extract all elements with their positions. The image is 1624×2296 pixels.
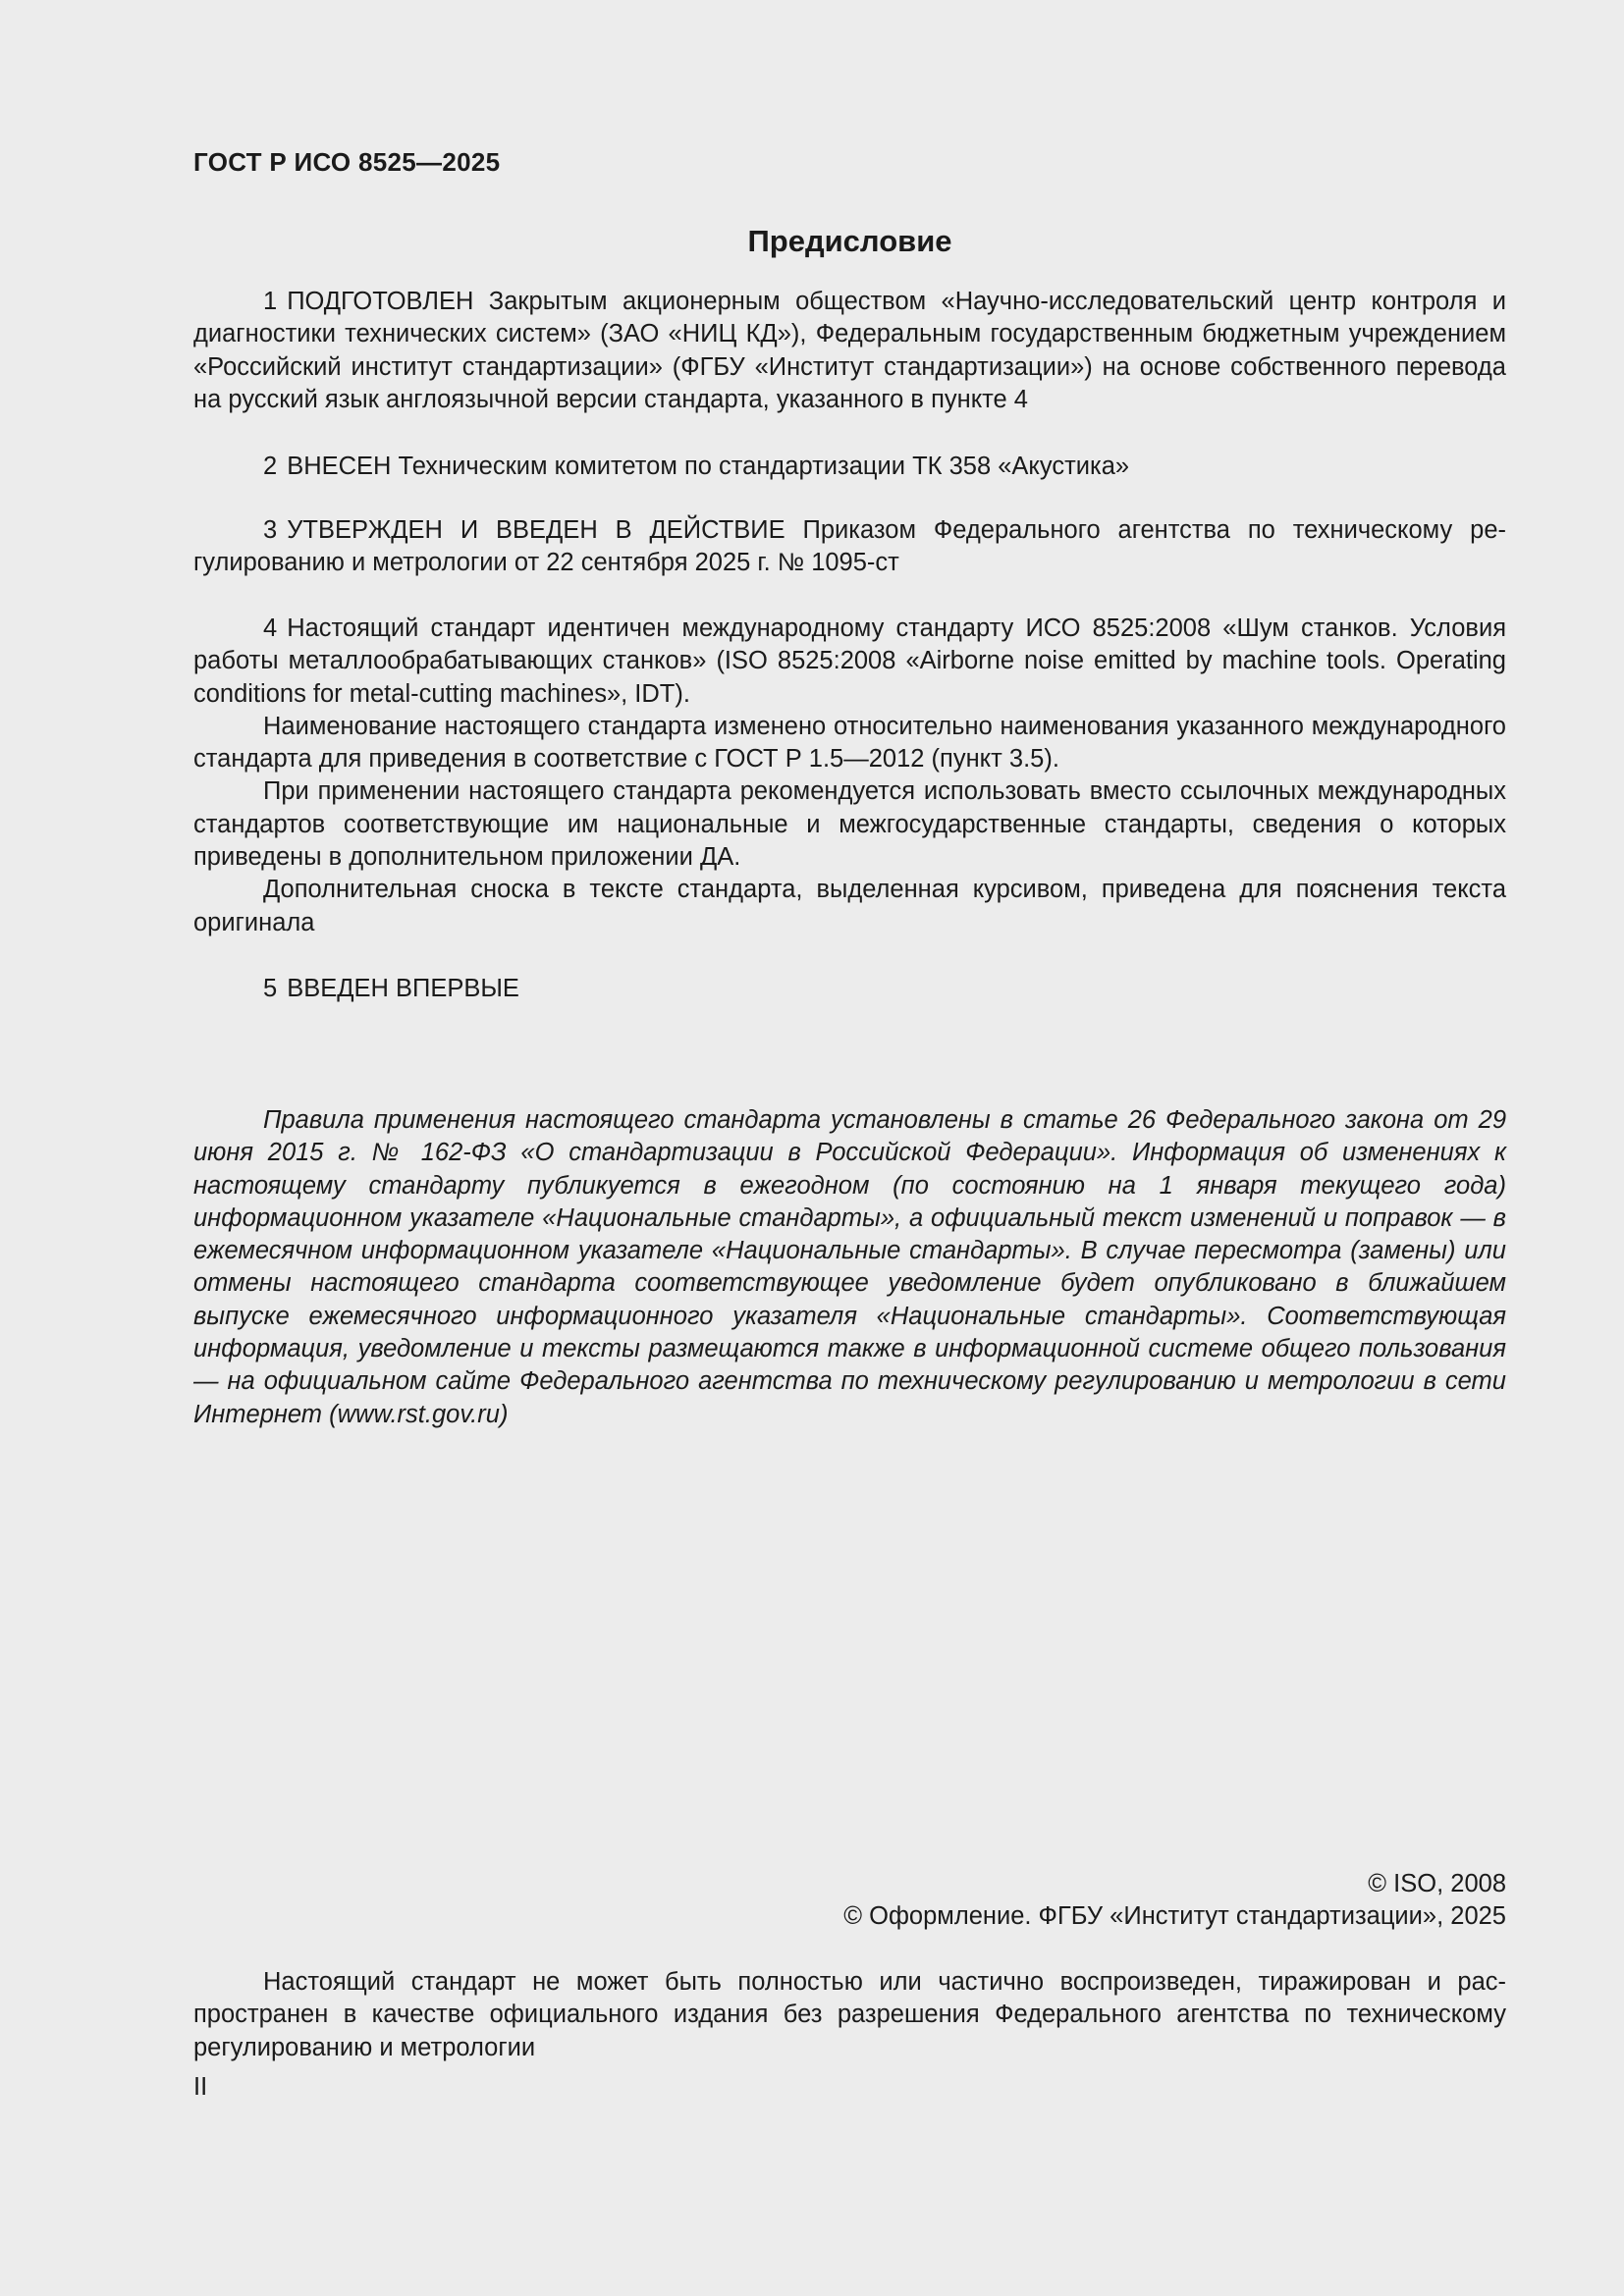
item-text: Настоящий стандарт идентичен международному стандарту ИСО 8525:2008 «Шум станков. Условия работы металлообрабатывающих станков» (ISO 8525:2008 «Airborne noise emitted by machine tools. Operating conditions for metal-cutting machines», IDT). bbox=[193, 614, 1506, 708]
preface-title: Предисловие bbox=[747, 224, 952, 258]
item-number: 3 bbox=[263, 516, 278, 544]
page-number: II bbox=[193, 2073, 208, 2101]
document-page bbox=[193, 0, 1506, 2296]
item-text: ПОДГОТОВЛЕН Закрытым акционерным обществом «Научно-исследовательский центр контроля и диагностики технических систем» (ЗАО «НИЦ КД»), Федеральным государственным бюджетным учреждением «Российский институт стандартизации» (ФГБУ «Институт стандартизации») на основе собственного перевода на русский язык англоязычной версии стандарта, указанного в пункте 4 bbox=[193, 288, 1506, 413]
document-code: ГОСТ Р ИСО 8525—2025 bbox=[193, 147, 501, 177]
preface-item-2 bbox=[193, 451, 1506, 483]
preface-item-1 bbox=[193, 286, 1506, 416]
rules-note-text: Правила применения настоящего стандарта установлены в статье 26 Федерального закона от 29 июня 2015 г. № 162-ФЗ «О стандартизации в Российской Федерации». Информация об изменениях к настоящему стандарту публикуется в ежегодном (по состоянию на 1 января текущего года) информационном указателе «Национальные стандарты», а официальный текст изменений и поправок — в ежемесячном информационном указателе «Национальные стандарты». В случае пересмотра (замены) или отмены настоящего стандарта соответствующее уведомление будет опубликовано в ближайшем выпуске ежемесячного информационного указателя «Национальные стандарты». Соответствующая информация, уведомление и тексты размещаются также в информационной системе общего пользования — на официальном сайте Федерального агентства по техническому регулированию и метрологии в сети Интернет (www.rst.gov.ru) bbox=[193, 1106, 1506, 1428]
preface-item-3 bbox=[193, 514, 1506, 580]
copyright-iso: © ISO, 2008 bbox=[1368, 1870, 1506, 1897]
item-number: 4 bbox=[263, 614, 278, 642]
copyright-block bbox=[193, 1868, 1506, 1934]
reproduction-notice-text: Настоящий стандарт не может быть полностью или частично воспроизведен, тиражирован и распространен в качестве официального издания без разрешения Федерального агентства по техническому регулированию и метрологии bbox=[193, 1968, 1506, 2061]
item-text: ВВЕДЕН ВПЕРВЫЕ bbox=[287, 975, 519, 1002]
item-text: УТВЕРЖДЕН И ВВЕДЕН В ДЕЙСТВИЕ Приказом Федерального агентства по техническому регулированию и метрологии от 22 сентября 2025 г. № 1095-ст bbox=[193, 516, 1506, 577]
preface-item-4 bbox=[193, 613, 1506, 939]
item4-paragraph-4: Дополнительная сноска в тексте стандарта, выделенная курсивом, приведена для пояснения текста оригинала bbox=[193, 876, 1506, 936]
item-number: 5 bbox=[263, 975, 278, 1002]
item-text: ВНЕСЕН Техническим комитетом по стандартизации ТК 358 «Акустика» bbox=[287, 453, 1130, 480]
item4-paragraph-2: Наименование настоящего стандарта изменено относительно наименования указанного международного стандарта для приведения в соответствие с ГОСТ Р 1.5—2012 (пункт 3.5). bbox=[193, 712, 1506, 774]
copyright-design: © Оформление. ФГБУ «Институт стандартизации», 2025 bbox=[843, 1902, 1506, 1931]
item-number: 1 bbox=[263, 288, 278, 315]
item-number: 2 bbox=[263, 453, 278, 480]
rules-note bbox=[193, 1104, 1506, 1431]
preface-item-5 bbox=[193, 973, 1506, 1005]
reproduction-notice bbox=[193, 1966, 1506, 2064]
item4-paragraph-3: При применении настоящего стандарта рекомендуется использовать вместо ссылочных международных стандартов соответствующие им национальные и межгосударственные стандарты, сведения о которых приведены в дополнительном приложении ДА. bbox=[193, 777, 1506, 872]
